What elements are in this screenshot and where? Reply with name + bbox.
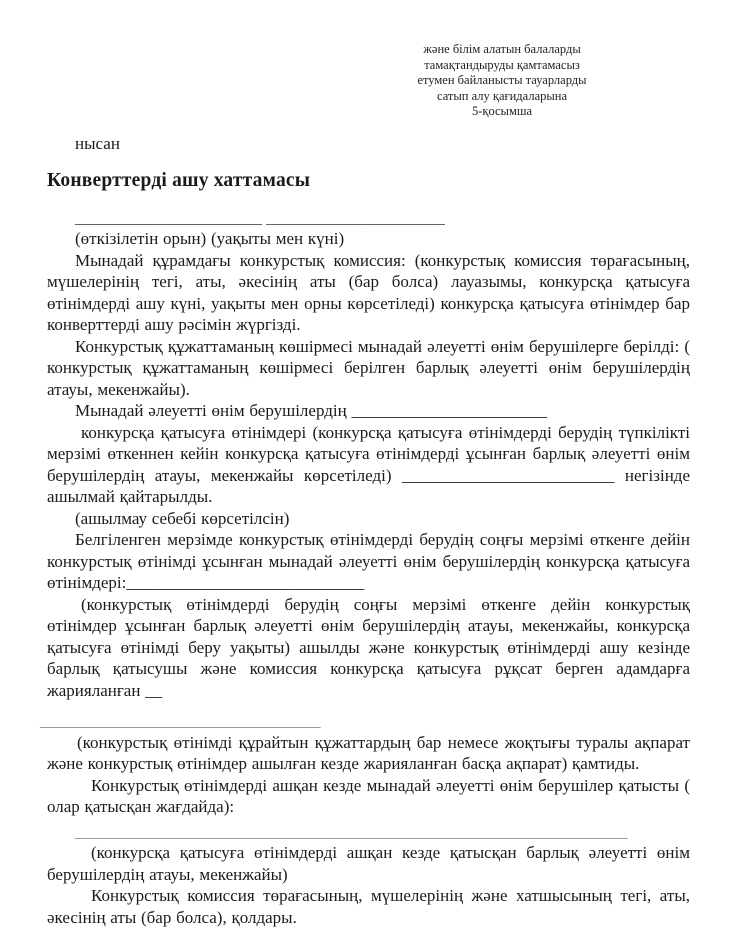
caption-return-reason: (ашылмау себебі көрсетілсін) <box>75 508 290 528</box>
paragraph-documentation-copies: Конкурстық құжаттаманың көшірмесі мынадай әлеуетті өнім берушілерге берілді: ( конкурстық құжаттаманың көшірмесі берілген барлық әлеуетті өнім берушілердің атауы, мекенжайы). <box>47 336 690 399</box>
annex-line: 5-қосымша <box>471 104 533 118</box>
annex-note <box>362 42 642 120</box>
annex-line: және білім алатын балаларды <box>423 42 581 56</box>
annex-line: сатып алу қағидаларына <box>437 88 567 103</box>
paragraph-bids-returned: конкурсқа қатысуға өтінімдері (конкурсқа қатысуға өтінімдерді берудің түпкілікті мерзімі өткеннен кейін конкурсқа қатысуға өтінімдерді ұсынған барлық әлеуетті өнім берушілердің атауы, мекенжайы көрсетіледі) _________________________ негізінде ашылмай қайтарылды. <box>47 422 690 506</box>
annex-line: етумен байланысты тауарларды <box>417 73 587 87</box>
document-title: Конверттерді ашу хаттамасы <box>47 169 311 191</box>
paragraph-suppliers-attended: Конкурстық өтінімдерді ашқан кезде мынадай әлеуетті өнім берушілер қатысты ( олар қатысқан жағдайда): <box>47 775 690 816</box>
annex-line: тамақтандыруды қамтамасыз <box>424 57 580 72</box>
caption-attendees-names: (конкурсқа қатысуға өтінімдерді ашқан кезде қатысқан барлық әлеуетті өнім берушілердің атауы, мекенжайы) <box>47 843 690 884</box>
paragraph-deadline-bids: Белгіленген мерзімде конкурстық өтінімдерді берудің соңғы мерзімі өткенге дейін конкурстық өтінімді ұсынған мынадай әлеуетті өнім берушілердің конкурсқа қатысуға өтінімдері:____________________________ <box>47 530 690 592</box>
paragraph-bids-opened: (конкурстық өтінімдерді берудің соңғы мерзімі өткенге дейін конкурстық өтінімдер ұсынған барлық әлеуетті өнім берушілердің атауы, мекенжайы, конкурсқа қатысуға өтінімді беру уақыты) ашылды және конкурстық өтінімдерді ашу кезінде барлық қатысушы және комиссия конкурсқа қатысуға рұқсат берген адамдарға жарияланған __ <box>47 594 690 700</box>
blank-rule-short: _________________________________ <box>40 711 321 730</box>
paragraph-commission: Мынадай құрамдағы конкурстық комиссия: (конкурстық комиссия төрағасының, мүшелерінің тегі, аты, әкесінің аты (бар болса) лауазымы, конкурсқа қатысуға өтінімдерді ашу күні, уақыты мен орны көрсетіледі) конкурсқа қатысуға өтінімдер бар конверттерді ашу рәсімін жүргізді. <box>47 250 690 334</box>
paragraph-suppliers-blank: Мынадай әлеуетті өнім берушілердің _______________________ <box>75 401 547 420</box>
form-label: нысан <box>75 133 120 153</box>
paragraph-signatures: Конкурстық комиссия төрағасының, мүшелерінің және хатшысының тегі, аты, әкесінің аты (бар болса), қолдары. <box>47 886 690 927</box>
blank-line-place-date: ______________________ _____________________ <box>75 207 445 227</box>
caption-place-date: (өткізілетін орын) (уақыты мен күні) <box>75 229 345 248</box>
blank-rule-long: _________________________________________________________________ <box>75 821 628 841</box>
paragraph-protocol-contains: (конкурстық өтінімді құрайтын құжаттардың бар немесе жоқтығы туралы ақпарат және конкурстық өтінімдер ашылған кезде жарияланған басқа ақпарат) қамтиды. <box>47 732 690 773</box>
